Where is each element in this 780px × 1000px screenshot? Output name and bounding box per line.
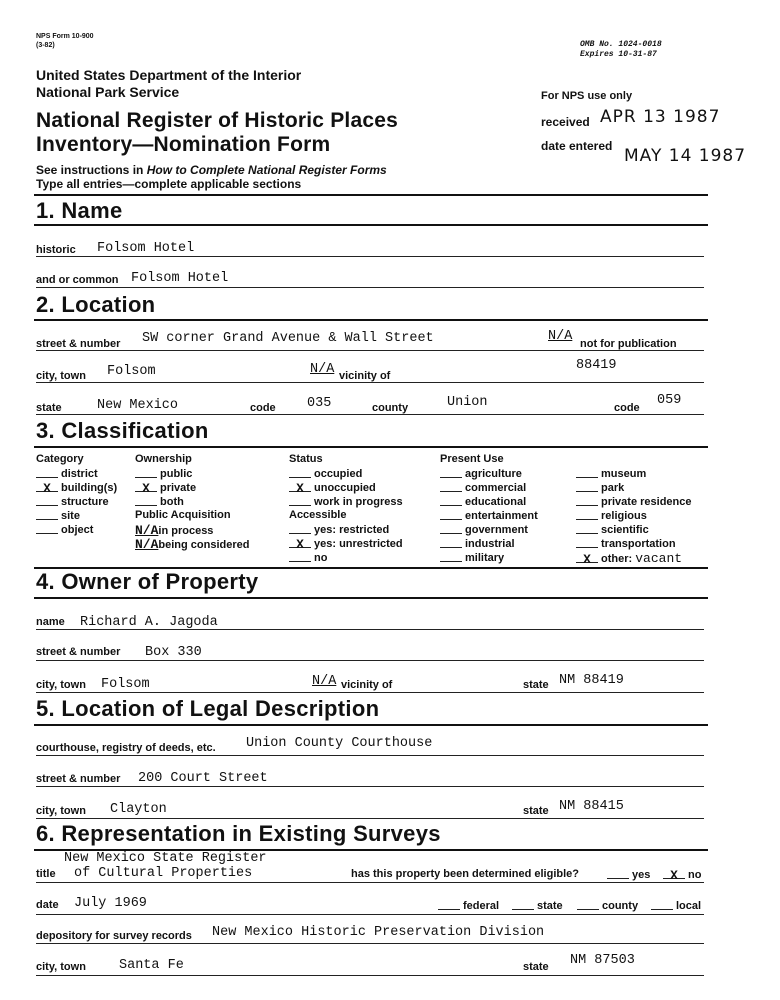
category-structure[interactable]: structure bbox=[36, 495, 109, 508]
owner-city-field[interactable]: Folsom bbox=[101, 677, 150, 692]
field-line bbox=[36, 755, 704, 756]
field-line bbox=[36, 914, 704, 915]
acquisition-being-considered[interactable]: N/Abeing considered bbox=[135, 537, 250, 552]
section-rule bbox=[34, 446, 708, 448]
field-line bbox=[36, 414, 704, 415]
legal-state-field[interactable]: NM 88415 bbox=[559, 799, 624, 814]
department-name: United States Department of the Interior bbox=[36, 67, 302, 83]
owner-street-field[interactable]: Box 330 bbox=[145, 645, 202, 660]
use-museum[interactable]: museum bbox=[576, 467, 646, 480]
survey-local[interactable]: local bbox=[651, 899, 701, 912]
section-4-heading: 4. Owner of Property bbox=[36, 569, 259, 594]
instructions-title: How to Complete National Register Forms bbox=[146, 163, 387, 177]
legal-street-label: street & number bbox=[36, 773, 121, 785]
depository-field[interactable]: New Mexico Historic Preservation Division bbox=[212, 925, 545, 940]
ownership-public[interactable]: public bbox=[135, 467, 192, 480]
not-for-publication-label: not for publication bbox=[580, 338, 677, 350]
depository-city-label: city, town bbox=[36, 961, 86, 973]
use-transportation[interactable]: transportation bbox=[576, 537, 676, 550]
county-code-field[interactable]: 059 bbox=[657, 393, 682, 408]
form-number: NPS Form 10-900 bbox=[36, 33, 94, 40]
use-private-residence[interactable]: private residence bbox=[576, 495, 692, 508]
field-line bbox=[36, 350, 704, 351]
owner-name-field[interactable]: Richard A. Jagoda bbox=[80, 615, 218, 630]
field-line bbox=[36, 256, 704, 257]
section-rule bbox=[34, 319, 708, 321]
received-label: received bbox=[541, 115, 590, 129]
section-2-heading: 2. Location bbox=[36, 292, 156, 317]
city-label: city, town bbox=[36, 370, 86, 382]
form-revision: (3-82) bbox=[36, 42, 55, 49]
field-line bbox=[36, 786, 704, 787]
vicinity-value[interactable]: N/A bbox=[310, 362, 335, 377]
survey-county[interactable]: county bbox=[577, 899, 638, 912]
accessible-heading: Accessible bbox=[289, 509, 347, 521]
field-line bbox=[36, 382, 704, 383]
county-label: county bbox=[372, 402, 409, 414]
use-scientific[interactable]: scientific bbox=[576, 523, 649, 536]
field-line bbox=[36, 818, 704, 819]
status-occupied[interactable]: occupied bbox=[289, 467, 362, 480]
section-rule bbox=[34, 224, 708, 226]
use-other-value: vacant bbox=[635, 551, 683, 566]
section-1-heading: 1. Name bbox=[36, 198, 123, 223]
service-name: National Park Service bbox=[36, 84, 180, 100]
ownership-private[interactable]: X private bbox=[135, 481, 196, 494]
date-entered-label: date entered bbox=[541, 139, 613, 153]
date-entered-stamp: MAY 14 1987 bbox=[624, 146, 747, 166]
category-object[interactable]: object bbox=[36, 523, 93, 536]
category-buildings[interactable]: X building(s) bbox=[36, 481, 117, 494]
section-5-heading: 5. Location of Legal Description bbox=[36, 696, 380, 721]
section-rule bbox=[34, 194, 708, 196]
accessible-no[interactable]: no bbox=[289, 551, 327, 564]
owner-state-field[interactable]: NM 88419 bbox=[559, 673, 624, 688]
instructions-prefix: See instructions in bbox=[36, 163, 147, 177]
common-name-field[interactable]: Folsom Hotel bbox=[131, 271, 229, 286]
street-field[interactable]: SW corner Grand Avenue & Wall Street bbox=[142, 331, 434, 346]
historic-name-field[interactable]: Folsom Hotel bbox=[97, 241, 195, 256]
vicinity-label: vicinity of bbox=[339, 370, 391, 382]
survey-title-line-1[interactable]: New Mexico State Register bbox=[64, 851, 267, 866]
field-line bbox=[36, 975, 704, 976]
depository-label: depository for survey records bbox=[36, 930, 192, 942]
use-park[interactable]: park bbox=[576, 481, 624, 494]
status-unoccupied[interactable]: X unoccupied bbox=[289, 481, 376, 494]
survey-federal[interactable]: federal bbox=[438, 899, 499, 912]
owner-vicinity-value[interactable]: N/A bbox=[312, 674, 337, 689]
field-line bbox=[36, 660, 704, 661]
use-other[interactable]: X other: vacant bbox=[576, 551, 682, 566]
category-site[interactable]: site bbox=[36, 509, 80, 522]
survey-date-field[interactable]: July 1969 bbox=[74, 896, 147, 911]
survey-title-label: title bbox=[36, 868, 56, 880]
owner-vicinity-label: vicinity of bbox=[341, 679, 393, 691]
ownership-heading: Ownership bbox=[135, 453, 192, 465]
eligible-label: has this property been determined eligible? bbox=[351, 868, 579, 880]
courthouse-field[interactable]: Union County Courthouse bbox=[246, 736, 433, 751]
survey-state[interactable]: state bbox=[512, 899, 563, 912]
code-label: code bbox=[250, 402, 276, 414]
use-entertainment[interactable]: entertainment bbox=[440, 509, 538, 522]
eligible-yes[interactable]: yes bbox=[607, 868, 650, 881]
category-district[interactable]: district bbox=[36, 467, 98, 480]
historic-label: historic bbox=[36, 244, 76, 256]
section-rule bbox=[34, 597, 708, 599]
present-use-heading: Present Use bbox=[440, 453, 504, 465]
field-line bbox=[36, 629, 704, 630]
not-for-publication-value[interactable]: N/A bbox=[548, 329, 573, 344]
field-line bbox=[36, 287, 704, 288]
ownership-both[interactable]: both bbox=[135, 495, 184, 508]
section-6-heading: 6. Representation in Existing Surveys bbox=[36, 821, 441, 846]
city-field[interactable]: Folsom bbox=[107, 364, 156, 379]
accessible-restricted[interactable]: yes: restricted bbox=[289, 523, 389, 536]
use-religious[interactable]: religious bbox=[576, 509, 647, 522]
form-title-2: Inventory—Nomination Form bbox=[36, 133, 331, 156]
legal-city-field[interactable]: Clayton bbox=[110, 802, 167, 817]
state-label: state bbox=[36, 402, 62, 414]
owner-street-label: street & number bbox=[36, 646, 121, 658]
zip-field[interactable]: 88419 bbox=[576, 358, 617, 373]
eligible-no[interactable]: X no bbox=[663, 868, 701, 881]
use-educational[interactable]: educational bbox=[440, 495, 526, 508]
field-line bbox=[36, 943, 704, 944]
code-field[interactable]: 035 bbox=[307, 396, 332, 411]
omb-number: OMB No. 1024-0018 bbox=[580, 40, 662, 49]
nps-use-label: For NPS use only bbox=[541, 90, 633, 102]
status-heading: Status bbox=[289, 453, 323, 465]
depository-state-label: state bbox=[523, 961, 549, 973]
field-line bbox=[36, 882, 704, 883]
use-industrial[interactable]: industrial bbox=[440, 537, 515, 550]
use-government[interactable]: government bbox=[440, 523, 528, 536]
legal-state-label: state bbox=[523, 805, 549, 817]
legal-street-field[interactable]: 200 Court Street bbox=[138, 771, 268, 786]
omb-expires: Expires 10-31-87 bbox=[580, 50, 657, 59]
depository-state-field[interactable]: NM 87503 bbox=[570, 953, 635, 968]
field-line bbox=[36, 692, 704, 693]
section-rule bbox=[34, 724, 708, 726]
county-code-label: code bbox=[614, 402, 640, 414]
acquisition-in-process[interactable]: N/Ain process bbox=[135, 523, 214, 538]
category-heading: Category bbox=[36, 453, 84, 465]
status-work-in-progress[interactable]: work in progress bbox=[289, 495, 403, 508]
survey-date-label: date bbox=[36, 899, 59, 911]
instructions-2: Type all entries—complete applicable sections bbox=[36, 177, 302, 191]
owner-state-label: state bbox=[523, 679, 549, 691]
courthouse-label: courthouse, registry of deeds, etc. bbox=[36, 742, 216, 754]
legal-city-label: city, town bbox=[36, 805, 86, 817]
owner-name-label: name bbox=[36, 616, 65, 628]
street-label: street & number bbox=[36, 338, 121, 350]
form-title-1: National Register of Historic Places bbox=[36, 109, 398, 132]
county-field[interactable]: Union bbox=[447, 395, 488, 410]
use-commercial[interactable]: commercial bbox=[440, 481, 526, 494]
depository-city-field[interactable]: Santa Fe bbox=[119, 958, 184, 973]
accessible-unrestricted[interactable]: X yes: unrestricted bbox=[289, 537, 403, 550]
state-field[interactable]: New Mexico bbox=[97, 398, 179, 413]
survey-title-line-2[interactable]: of Cultural Properties bbox=[74, 866, 253, 881]
use-agriculture[interactable]: agriculture bbox=[440, 467, 522, 480]
owner-city-label: city, town bbox=[36, 679, 86, 691]
public-acquisition-heading: Public Acquisition bbox=[135, 509, 231, 521]
section-3-heading: 3. Classification bbox=[36, 418, 209, 443]
common-name-label: and or common bbox=[36, 274, 119, 286]
instructions bbox=[36, 163, 387, 177]
received-stamp: APR 13 1987 bbox=[600, 107, 721, 127]
use-military[interactable]: military bbox=[440, 551, 504, 564]
